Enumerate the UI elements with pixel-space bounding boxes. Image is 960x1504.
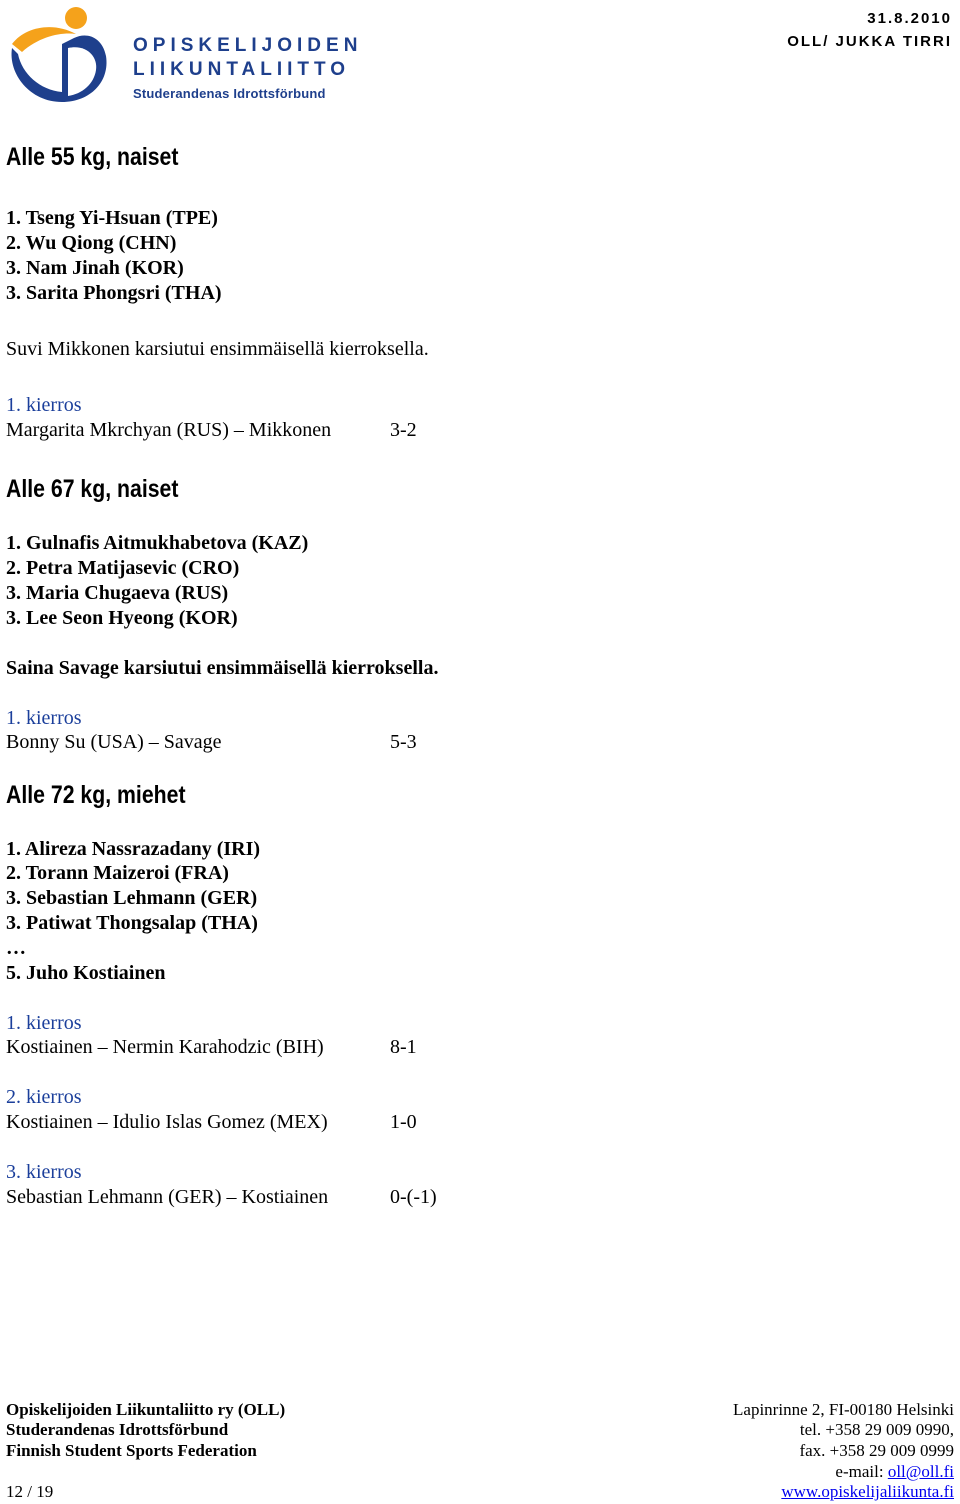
website-link[interactable]: www.opiskelijaliikunta.fi (781, 1482, 954, 1501)
footer-org-swedish: Studerandenas Idrottsförbund (6, 1420, 229, 1439)
email-link[interactable]: oll@oll.fi (887, 1462, 954, 1481)
match-score: 0-(-1) (390, 1186, 437, 1208)
result-item: 3. Nam Jinah (KOR) (6, 257, 184, 279)
round-label: 1. kierros (6, 707, 82, 729)
result-item: 5. Juho Kostiainen (6, 962, 166, 984)
result-item: 3. Sebastian Lehmann (GER) (6, 887, 258, 909)
result-ellipsis: … (6, 937, 26, 959)
footer-phone: tel. +358 29 009 0990, (799, 1420, 954, 1439)
section-title: Alle 72 kg, miehet (6, 781, 186, 809)
match-score: 1-0 (390, 1111, 417, 1133)
result-item: 3. Sarita Phongsri (THA) (6, 282, 222, 304)
email-label: e-mail: (835, 1462, 888, 1481)
round-label: 1. kierros (6, 1012, 82, 1034)
result-item: 3. Patiwat Thongsalap (THA) (6, 912, 258, 934)
footer-fax: fax. +358 29 009 0999 (799, 1441, 954, 1460)
match-line: Sebastian Lehmann (GER) – Kostiainen (6, 1186, 329, 1208)
result-item: 2. Wu Qiong (CHN) (6, 232, 177, 254)
page-number: 12 / 19 (6, 1482, 54, 1501)
document-author: OLL/ JUKKA TIRRI (787, 33, 952, 50)
document-date: 31.8.2010 (867, 10, 952, 27)
match-line: Kostiainen – Nermin Karahodzic (BIH) (6, 1036, 324, 1058)
round-label: 1. kierros (6, 394, 82, 416)
footer-org-english: Finnish Student Sports Federation (6, 1441, 257, 1460)
result-item: 1. Alireza Nassrazadany (IRI) (6, 838, 261, 860)
result-item: 3. Maria Chugaeva (RUS) (6, 582, 229, 604)
match-score: 8-1 (390, 1036, 417, 1058)
result-item: 1. Gulnafis Aitmukhabetova (KAZ) (6, 532, 309, 554)
footer-address: Lapinrinne 2, FI-00180 Helsinki (733, 1400, 954, 1419)
org-name-swedish: Studerandenas Idrottsförbund (133, 86, 326, 101)
result-item: 1. Tseng Yi-Hsuan (TPE) (6, 207, 218, 229)
oll-logo-icon (6, 4, 114, 104)
match-line: Margarita Mkrchyan (RUS) – Mikkonen (6, 419, 332, 441)
round-label: 2. kierros (6, 1086, 82, 1108)
org-name-line1: OPISKELIJOIDEN (133, 35, 363, 56)
section-title: Alle 67 kg, naiset (6, 475, 179, 503)
footer-org-name: Opiskelijoiden Liikuntaliitto ry (OLL) (6, 1400, 286, 1419)
org-name-line2: LIIKUNTALIITTO (133, 59, 351, 80)
match-line: Bonny Su (USA) – Savage (6, 731, 222, 753)
result-item: 2. Petra Matijasevic (CRO) (6, 557, 240, 579)
result-item: 3. Lee Seon Hyeong (KOR) (6, 607, 238, 629)
footer-email-line (835, 1462, 954, 1483)
match-score: 3-2 (390, 419, 417, 441)
round-label: 3. kierros (6, 1161, 82, 1183)
elimination-note: Suvi Mikkonen karsiutui ensimmäisellä kierroksella. (6, 338, 429, 360)
elimination-note: Saina Savage karsiutui ensimmäisellä kierroksella. (6, 657, 439, 679)
result-item: 2. Torann Maizeroi (FRA) (6, 862, 229, 884)
footer-website-line (781, 1482, 954, 1503)
match-score: 5-3 (390, 731, 417, 753)
section-title: Alle 55 kg, naiset (6, 143, 179, 171)
match-line: Kostiainen – Idulio Islas Gomez (MEX) (6, 1111, 328, 1133)
